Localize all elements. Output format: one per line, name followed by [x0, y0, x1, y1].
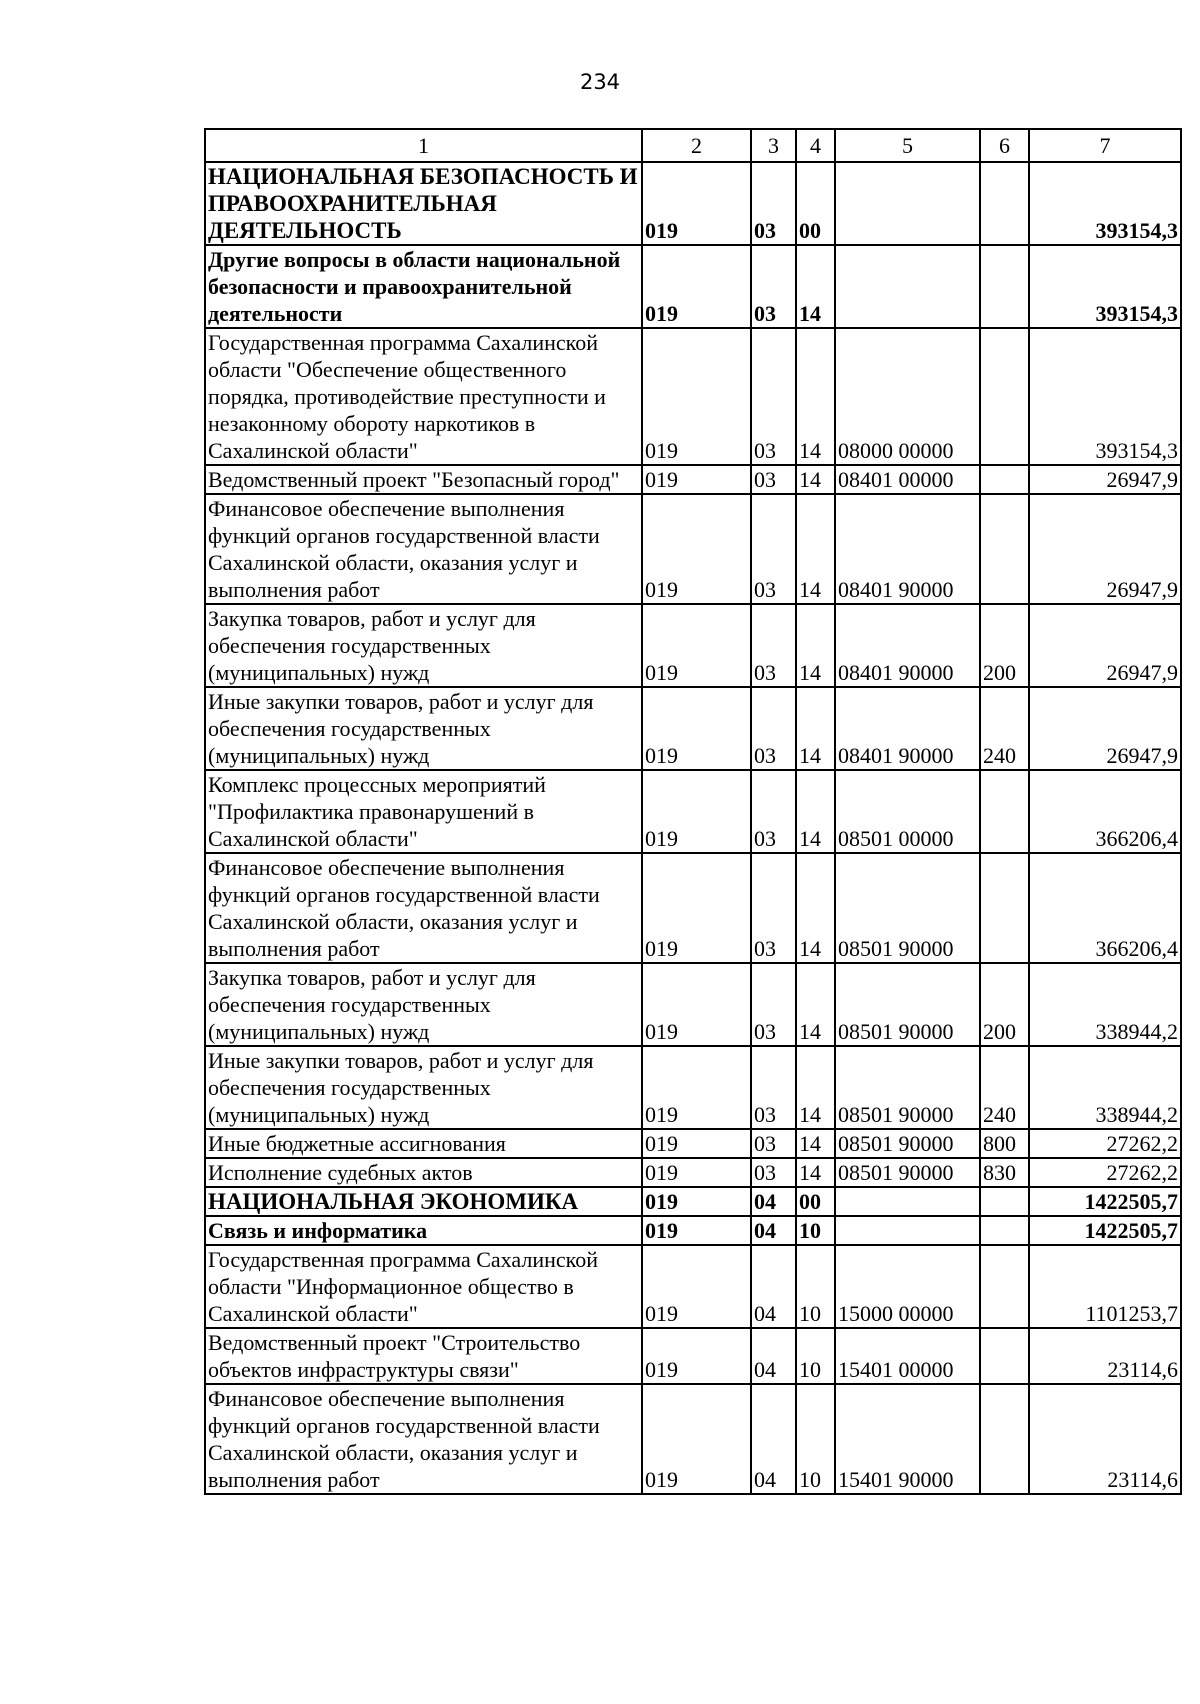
table-row: [205, 687, 1181, 770]
table-row: [205, 494, 1181, 604]
row-name-cell: Иные бюджетные ассигнования: [205, 1129, 642, 1158]
subsection-code-cell: 14: [796, 963, 835, 1046]
amount-cell: 1101253,7: [1029, 1245, 1181, 1328]
amount-cell: 26947,9: [1029, 687, 1181, 770]
chapter-code-cell: 019: [642, 1384, 751, 1494]
expense-type-cell: 240: [980, 687, 1029, 770]
row-name-cell: Государственная программа Сахалинской области "Информационное общество в Сахалинской области": [205, 1245, 642, 1328]
subsection-code-cell: 10: [796, 1384, 835, 1494]
section-code-cell: 03: [751, 963, 796, 1046]
row-name-cell: Финансовое обеспечение выполнения функций органов государственной власти Сахалинской области, оказания услуг и выполнения работ: [205, 494, 642, 604]
expense-type-cell: [980, 245, 1029, 328]
subsection-code-cell: 14: [796, 687, 835, 770]
amount-cell: 366206,4: [1029, 853, 1181, 963]
expense-type-cell: 830: [980, 1158, 1029, 1187]
column-header: 4: [796, 129, 835, 162]
section-code-cell: 03: [751, 687, 796, 770]
row-name-cell: Связь и информатика: [205, 1216, 642, 1245]
amount-cell: 27262,2: [1029, 1129, 1181, 1158]
target-article-cell: 15401 90000: [835, 1384, 980, 1494]
subsection-code-cell: 10: [796, 1216, 835, 1245]
amount-cell: 393154,3: [1029, 162, 1181, 245]
chapter-code-cell: 019: [642, 1158, 751, 1187]
amount-cell: 23114,6: [1029, 1384, 1181, 1494]
target-article-cell: 08501 90000: [835, 853, 980, 963]
row-name-cell: Ведомственный проект "Безопасный город": [205, 465, 642, 494]
target-article-cell: 08401 90000: [835, 604, 980, 687]
subsection-code-cell: 14: [796, 245, 835, 328]
subsection-code-cell: 14: [796, 770, 835, 853]
section-code-cell: 04: [751, 1216, 796, 1245]
expense-type-cell: [980, 1328, 1029, 1384]
amount-cell: 366206,4: [1029, 770, 1181, 853]
chapter-code-cell: 019: [642, 687, 751, 770]
target-article-cell: 08401 90000: [835, 687, 980, 770]
amount-cell: 26947,9: [1029, 604, 1181, 687]
amount-cell: 1422505,7: [1029, 1187, 1181, 1216]
expense-type-cell: [980, 162, 1029, 245]
chapter-code-cell: 019: [642, 1328, 751, 1384]
amount-cell: 23114,6: [1029, 1328, 1181, 1384]
section-code-cell: 03: [751, 1158, 796, 1187]
section-code-cell: 03: [751, 494, 796, 604]
section-code-cell: 03: [751, 770, 796, 853]
section-code-cell: 03: [751, 853, 796, 963]
row-name-cell: Другие вопросы в области национальной безопасности и правоохранительной деятельности: [205, 245, 642, 328]
amount-cell: 393154,3: [1029, 245, 1181, 328]
chapter-code-cell: 019: [642, 853, 751, 963]
row-name-cell: Комплекс процессных мероприятий "Профилактика правонарушений в Сахалинской области": [205, 770, 642, 853]
target-article-cell: [835, 245, 980, 328]
subsection-code-cell: 00: [796, 162, 835, 245]
section-code-cell: 04: [751, 1245, 796, 1328]
target-article-cell: 08000 00000: [835, 328, 980, 465]
subsection-code-cell: 14: [796, 1158, 835, 1187]
section-code-cell: 04: [751, 1187, 796, 1216]
row-name-cell: Исполнение судебных актов: [205, 1158, 642, 1187]
subsection-code-cell: 14: [796, 853, 835, 963]
table-row: [205, 1245, 1181, 1328]
amount-cell: 338944,2: [1029, 1046, 1181, 1129]
column-header: 1: [205, 129, 642, 162]
expense-type-cell: [980, 853, 1029, 963]
expense-type-cell: [980, 1187, 1029, 1216]
target-article-cell: 08501 00000: [835, 770, 980, 853]
amount-cell: 27262,2: [1029, 1158, 1181, 1187]
column-header: 5: [835, 129, 980, 162]
table-row: [205, 1187, 1181, 1216]
target-article-cell: 08401 90000: [835, 494, 980, 604]
expense-type-cell: 200: [980, 963, 1029, 1046]
column-header: 6: [980, 129, 1029, 162]
expense-type-cell: [980, 1384, 1029, 1494]
amount-cell: 1422505,7: [1029, 1216, 1181, 1245]
table-row: [205, 328, 1181, 465]
table-row: [205, 770, 1181, 853]
table-header-row: [205, 129, 1181, 162]
chapter-code-cell: 019: [642, 1129, 751, 1158]
row-name-cell: Иные закупки товаров, работ и услуг для обеспечения государственных (муниципальных) нужд: [205, 1046, 642, 1129]
target-article-cell: [835, 162, 980, 245]
expense-type-cell: [980, 1245, 1029, 1328]
chapter-code-cell: 019: [642, 963, 751, 1046]
row-name-cell: Финансовое обеспечение выполнения функций органов государственной власти Сахалинской области, оказания услуг и выполнения работ: [205, 1384, 642, 1494]
expense-type-cell: [980, 465, 1029, 494]
section-code-cell: 03: [751, 604, 796, 687]
expense-type-cell: 200: [980, 604, 1029, 687]
section-code-cell: 03: [751, 245, 796, 328]
target-article-cell: 15000 00000: [835, 1245, 980, 1328]
table-row: [205, 162, 1181, 245]
table-row: [205, 1328, 1181, 1384]
row-name-cell: Иные закупки товаров, работ и услуг для обеспечения государственных (муниципальных) нужд: [205, 687, 642, 770]
table-row: [205, 1129, 1181, 1158]
chapter-code-cell: 019: [642, 1245, 751, 1328]
row-name-cell: Финансовое обеспечение выполнения функций органов государственной власти Сахалинской области, оказания услуг и выполнения работ: [205, 853, 642, 963]
budget-table: [204, 128, 1182, 1495]
row-name-cell: НАЦИОНАЛЬНАЯ ЭКОНОМИКА: [205, 1187, 642, 1216]
subsection-code-cell: 10: [796, 1245, 835, 1328]
row-name-cell: Закупка товаров, работ и услуг для обеспечения государственных (муниципальных) нужд: [205, 604, 642, 687]
target-article-cell: 08501 90000: [835, 1158, 980, 1187]
row-name-cell: НАЦИОНАЛЬНАЯ БЕЗОПАСНОСТЬ И ПРАВООХРАНИТЕЛЬНАЯ ДЕЯТЕЛЬНОСТЬ: [205, 162, 642, 245]
target-article-cell: 08401 00000: [835, 465, 980, 494]
chapter-code-cell: 019: [642, 770, 751, 853]
row-name-cell: Ведомственный проект "Строительство объектов инфраструктуры связи": [205, 1328, 642, 1384]
amount-cell: 393154,3: [1029, 328, 1181, 465]
expense-type-cell: 800: [980, 1129, 1029, 1158]
table-row: [205, 1216, 1181, 1245]
expense-type-cell: [980, 328, 1029, 465]
amount-cell: 26947,9: [1029, 465, 1181, 494]
expense-type-cell: [980, 494, 1029, 604]
row-name-cell: Закупка товаров, работ и услуг для обеспечения государственных (муниципальных) нужд: [205, 963, 642, 1046]
section-code-cell: 03: [751, 1129, 796, 1158]
table-row: [205, 963, 1181, 1046]
expense-type-cell: [980, 770, 1029, 853]
target-article-cell: [835, 1187, 980, 1216]
subsection-code-cell: 14: [796, 494, 835, 604]
section-code-cell: 03: [751, 1046, 796, 1129]
subsection-code-cell: 10: [796, 1328, 835, 1384]
column-header: 2: [642, 129, 751, 162]
subsection-code-cell: 14: [796, 1046, 835, 1129]
subsection-code-cell: 14: [796, 604, 835, 687]
column-header: 3: [751, 129, 796, 162]
table-row: [205, 1158, 1181, 1187]
section-code-cell: 04: [751, 1384, 796, 1494]
chapter-code-cell: 019: [642, 1187, 751, 1216]
page-number: 234: [579, 70, 621, 94]
table-row: [205, 1384, 1181, 1494]
target-article-cell: 08501 90000: [835, 963, 980, 1046]
subsection-code-cell: 14: [796, 465, 835, 494]
chapter-code-cell: 019: [642, 465, 751, 494]
target-article-cell: 08501 90000: [835, 1129, 980, 1158]
section-code-cell: 04: [751, 1328, 796, 1384]
table-row: [205, 245, 1181, 328]
section-code-cell: 03: [751, 465, 796, 494]
subsection-code-cell: 14: [796, 328, 835, 465]
table-row: [205, 1046, 1181, 1129]
section-code-cell: 03: [751, 328, 796, 465]
table-row: [205, 465, 1181, 494]
chapter-code-cell: 019: [642, 1216, 751, 1245]
target-article-cell: 15401 00000: [835, 1328, 980, 1384]
expense-type-cell: [980, 1216, 1029, 1245]
amount-cell: 26947,9: [1029, 494, 1181, 604]
chapter-code-cell: 019: [642, 328, 751, 465]
section-code-cell: 03: [751, 162, 796, 245]
table-row: [205, 604, 1181, 687]
target-article-cell: 08501 90000: [835, 1046, 980, 1129]
target-article-cell: [835, 1216, 980, 1245]
subsection-code-cell: 00: [796, 1187, 835, 1216]
chapter-code-cell: 019: [642, 162, 751, 245]
chapter-code-cell: 019: [642, 245, 751, 328]
subsection-code-cell: 14: [796, 1129, 835, 1158]
expense-type-cell: 240: [980, 1046, 1029, 1129]
chapter-code-cell: 019: [642, 604, 751, 687]
amount-cell: 338944,2: [1029, 963, 1181, 1046]
chapter-code-cell: 019: [642, 494, 751, 604]
row-name-cell: Государственная программа Сахалинской области "Обеспечение общественного порядка, противодействие преступности и незаконному обороту наркотиков в Сахалинской области": [205, 328, 642, 465]
chapter-code-cell: 019: [642, 1046, 751, 1129]
table-row: [205, 853, 1181, 963]
column-header: 7: [1029, 129, 1181, 162]
